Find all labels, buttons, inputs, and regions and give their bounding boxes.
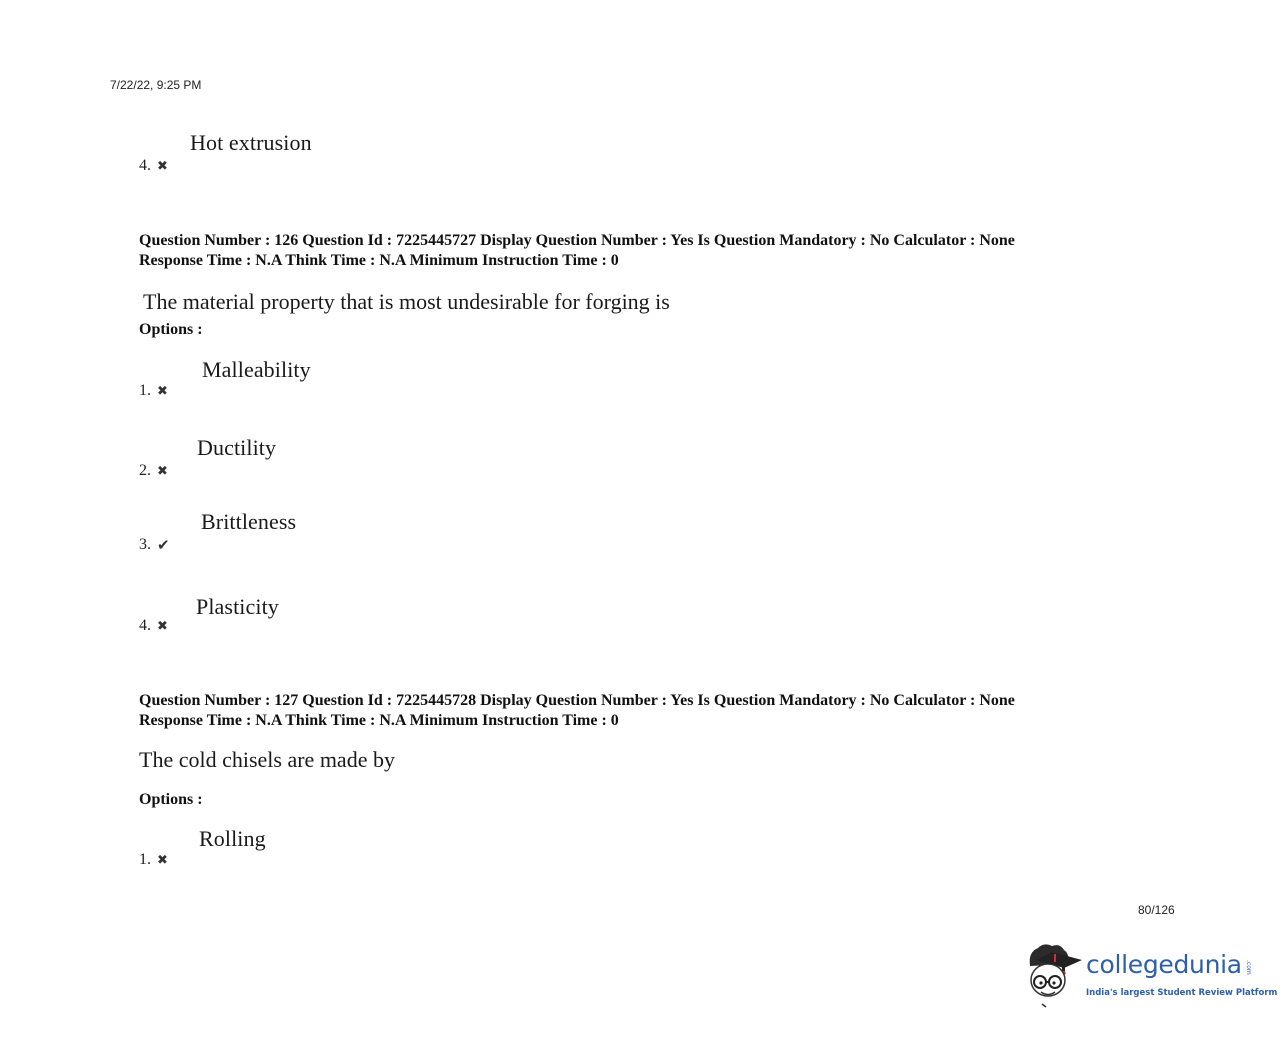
logo-suffix: .com — [1245, 960, 1252, 975]
option-number-label: 4. — [139, 617, 151, 634]
option-text: Rolling — [199, 826, 266, 851]
cross-mark-icon: ✖ — [157, 158, 168, 174]
question-meta-line2: Response Time : N.A Think Time : N.A Minimum Instruction Time : 0 — [139, 252, 619, 269]
option-text: Hot extrusion — [190, 130, 312, 155]
mascot-icon — [1024, 940, 1086, 1010]
question-meta — [139, 691, 1015, 731]
question-meta-line1: Question Number : 127 Question Id : 7225445728 Display Question Number : Yes Is Question Mandatory : No Calculator : None — [139, 692, 1015, 709]
question-text: The cold chisels are made by — [139, 747, 395, 772]
option-text: Ductility — [197, 435, 277, 460]
option-number — [139, 851, 168, 869]
logo-tagline: India's largest Student Review Platform — [1086, 988, 1278, 998]
options-label: Options : — [139, 321, 203, 338]
question-text: The material property that is most undesirable for forging is — [143, 289, 670, 314]
option-number-label: 4. — [139, 157, 151, 174]
option-number-label: 2. — [139, 462, 151, 479]
collegedunia-logo — [1024, 940, 1278, 1010]
question-meta-line2: Response Time : N.A Think Time : N.A Minimum Instruction Time : 0 — [139, 712, 619, 729]
options-label: Options : — [139, 791, 203, 808]
option-number — [139, 617, 168, 635]
cross-mark-icon: ✖ — [157, 852, 168, 868]
option-number — [139, 382, 168, 400]
option-number — [139, 157, 168, 175]
option-number-label: 1. — [139, 851, 151, 868]
option-number — [139, 462, 168, 480]
question-meta-line1: Question Number : 126 Question Id : 7225445727 Display Question Number : Yes Is Question Mandatory : No Calculator : None — [139, 232, 1015, 249]
check-mark-icon: ✔ — [157, 535, 170, 554]
cross-mark-icon: ✖ — [157, 618, 168, 634]
cross-mark-icon: ✖ — [157, 383, 168, 399]
print-timestamp: 7/22/22, 9:25 PM — [110, 78, 202, 92]
question-meta — [139, 231, 1015, 271]
cross-mark-icon: ✖ — [157, 463, 168, 479]
option-text: Brittleness — [201, 509, 297, 534]
option-number-label: 3. — [139, 536, 151, 553]
logo-wordmark: collegedunia — [1086, 950, 1242, 979]
option-number — [139, 536, 170, 554]
option-text: Plasticity — [196, 594, 279, 619]
option-text: Malleability — [202, 357, 311, 382]
page-number: 80/126 — [1138, 903, 1175, 917]
option-number-label: 1. — [139, 382, 151, 399]
